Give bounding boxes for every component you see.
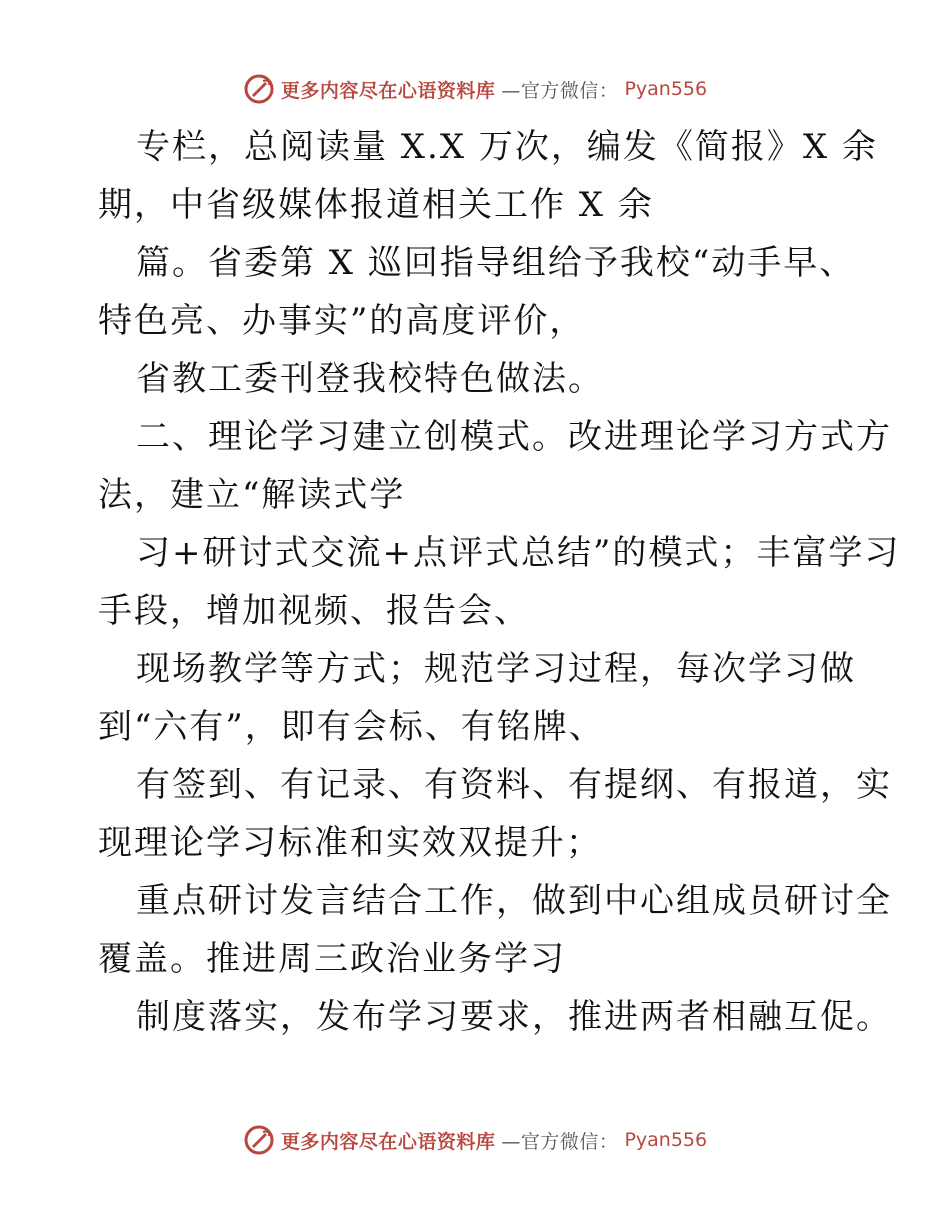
text-line: 法，建立“解读式学 xyxy=(98,475,406,515)
text-line: 重点研讨发言结合工作，做到中心组成员研讨全 xyxy=(136,881,892,921)
watermark-separator-text: —官方微信： xyxy=(501,79,619,102)
text-line: 到“六有”，即有会标、有铭牌、 xyxy=(98,707,605,747)
watermark-header xyxy=(0,72,950,106)
text-line: 有签到、有记录、有资料、有提纲、有报道，实 xyxy=(136,765,892,805)
text-line: 覆盖。推进周三政治业务学习 xyxy=(98,939,566,979)
text-line: 现场教学等方式；规范学习过程，每次学习做 xyxy=(136,649,856,689)
document-body xyxy=(98,118,901,1046)
text-line: 专栏，总阅读量 X.X 万次，编发《简报》X 余 xyxy=(136,127,878,167)
watermark-main-text: 更多内容尽在心语资料库 xyxy=(280,79,496,102)
text-line: 手段，增加视频、报告会、 xyxy=(98,591,530,631)
text-line: 省教工委刊登我校特色做法。 xyxy=(136,359,604,399)
watermark-footer xyxy=(0,1123,950,1157)
text-line: 习+研讨式交流+点评式总结”的模式；丰富学习 xyxy=(136,533,901,573)
text-line: 二、理论学习建立创模式。改进理论学习方式方 xyxy=(136,417,892,457)
text-line: 特色亮、办事实”的高度评价， xyxy=(98,301,586,341)
text-line: 现理论学习标准和实效双提升； xyxy=(98,823,602,863)
quill-logo-icon xyxy=(243,1124,275,1156)
watermark-wechat-id: Pyan556 xyxy=(624,1129,708,1151)
text-line: 制度落实，发布学习要求，推进两者相融互促。 xyxy=(136,997,892,1037)
watermark-main-text: 更多内容尽在心语资料库 xyxy=(280,1130,496,1153)
watermark-wechat-id: Pyan556 xyxy=(624,78,708,100)
quill-logo-icon xyxy=(243,73,275,105)
text-line: 期，中省级媒体报道相关工作 X 余 xyxy=(98,185,654,225)
watermark-separator-text: —官方微信： xyxy=(501,1130,619,1153)
text-line: 篇。省委第 X 巡回指导组给予我校“动手早、 xyxy=(136,243,856,283)
